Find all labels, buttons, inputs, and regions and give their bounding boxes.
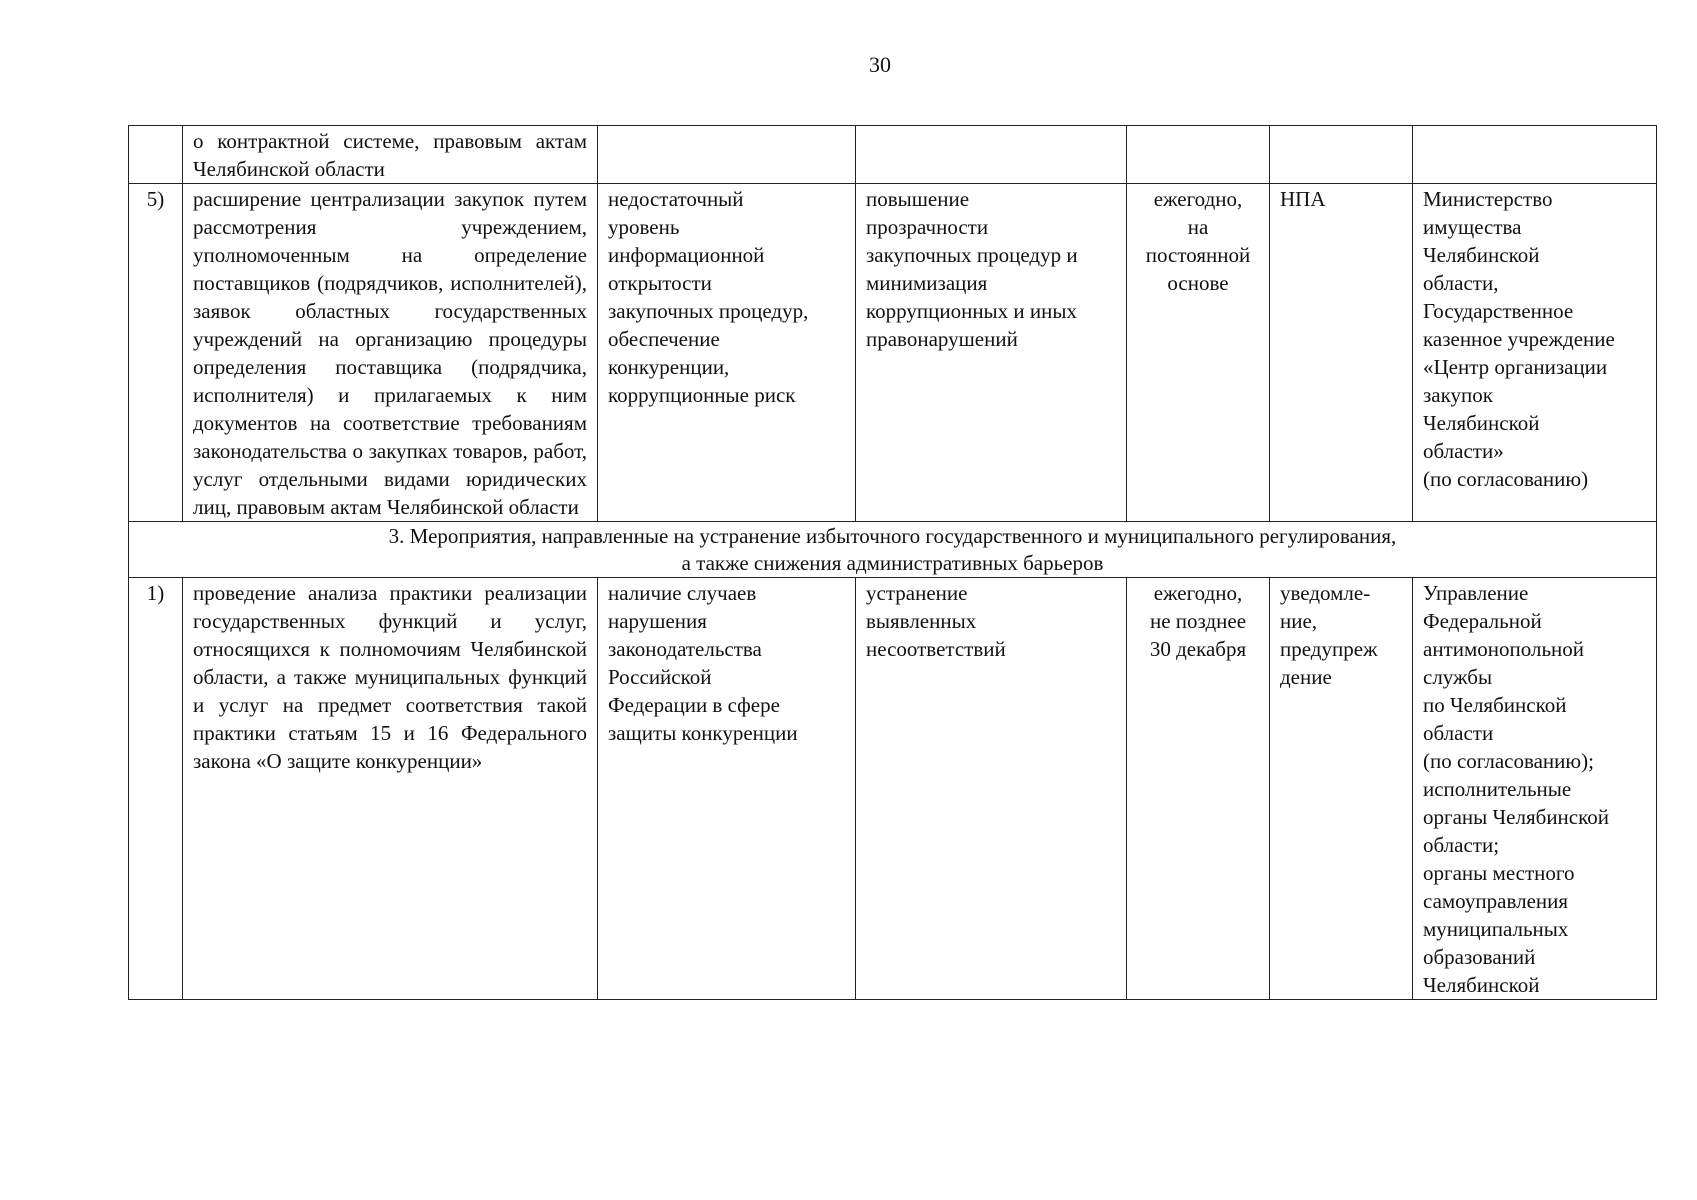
indicator-cell: НПА <box>1270 184 1413 522</box>
problem-cell: недостаточный уровень информационной открытости закупочных процедур, обеспечение конкуренции, коррупционные риск <box>598 184 856 522</box>
section-header <box>129 522 1657 578</box>
problem-cell: наличие случаев нарушения законодательства Российской Федерации в сфере защиты конкуренции <box>598 578 856 1000</box>
problem-cell <box>598 126 856 184</box>
indicator-cell: уведомле- ние, предупреж дение <box>1270 578 1413 1000</box>
measure-cell: проведение анализа практики реализации государственных функций и услуг, относящихся к полномочиям Челябинской области, а также муниципальных функций и услуг на предмет соответствия такой практики статьям 15 и 16 Федерального закона «О защите конкуренции» <box>183 578 598 1000</box>
row-number <box>129 126 183 184</box>
indicator-cell <box>1270 126 1413 184</box>
result-cell <box>856 126 1127 184</box>
measures-table <box>128 125 1657 1000</box>
section-title-line-2: а также снижения административных барьеров <box>681 551 1104 575</box>
responsible-cell <box>1413 126 1657 184</box>
term-cell: ежегодно, на постоянной основе <box>1127 184 1270 522</box>
term-cell <box>1127 126 1270 184</box>
section-title-line-1: 3. Мероприятия, направленные на устранение избыточного государственного и муниципального регулирования, <box>388 524 1397 548</box>
result-cell: повышение прозрачности закупочных процедур и минимизация коррупционных и иных правонарушений <box>856 184 1127 522</box>
table-row <box>129 578 1657 1000</box>
responsible-cell: Управление Федеральной антимонопольной службы по Челябинской области (по согласованию); исполнительные органы Челябинской области; органы местного самоуправления муниципальных образований Челябинской <box>1413 578 1657 1000</box>
measure-cell: о контрактной системе, правовым актам Челябинской области <box>183 126 598 184</box>
term-cell: ежегодно, не позднее 30 декабря <box>1127 578 1270 1000</box>
row-number: 1) <box>129 578 183 1000</box>
row-number: 5) <box>129 184 183 522</box>
table-row <box>129 126 1657 184</box>
result-cell: устранение выявленных несоответствий <box>856 578 1127 1000</box>
page-number: 30 <box>869 52 891 77</box>
responsible-cell: Министерство имущества Челябинской области, Государственное казенное учреждение «Центр организации закупок Челябинской области» (по согласованию) <box>1413 184 1657 522</box>
table-row <box>129 184 1657 522</box>
measure-cell: расширение централизации закупок путем рассмотрения учреждением, уполномоченным на определение поставщиков (подрядчиков, исполнителей), заявок областных государственных учреждений на организацию процедуры определения поставщика (подрядчика, исполнителя) и прилагаемых к ним документов на соответствие требованиям законодательства о закупках товаров, работ, услуг отдельными видами юридических лиц, правовым актам Челябинской области <box>183 184 598 522</box>
section-header-row <box>129 522 1657 578</box>
